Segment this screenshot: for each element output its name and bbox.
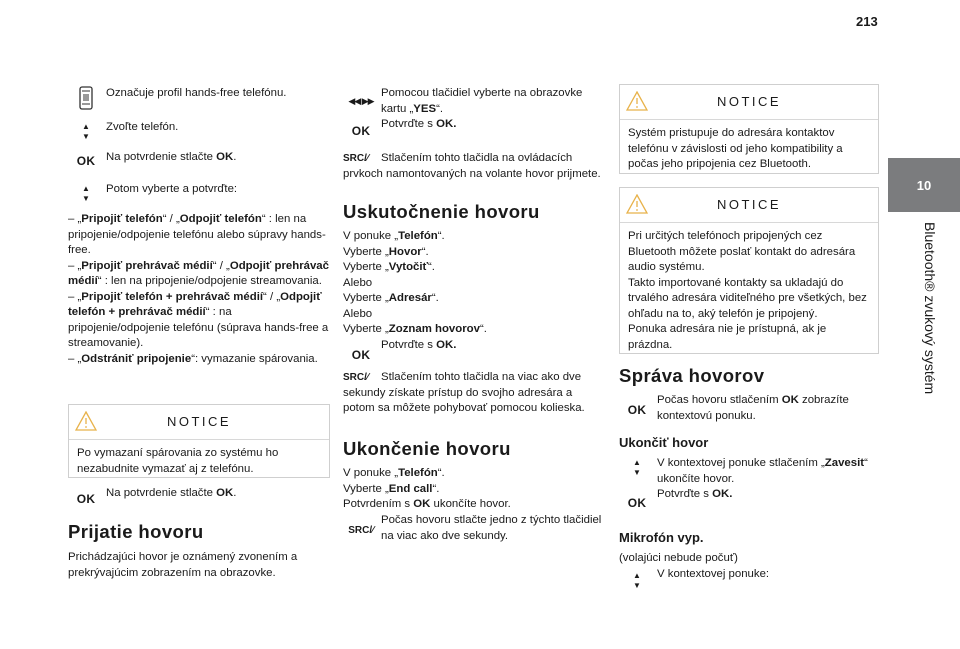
- instruction-item: [343, 151, 605, 182]
- instruction-text: Potom vyberte a potvrďte:: [106, 183, 238, 195]
- option-list: [68, 212, 330, 367]
- subsection-heading: Ukončiť hovor: [619, 435, 709, 450]
- notice-title: NOTICE: [716, 197, 782, 212]
- left-right-arrows-icon: ◀◀ ▶▶: [348, 96, 374, 106]
- up-down-arrows-icon: ▲ ▼: [82, 184, 90, 203]
- notice-box: [68, 404, 330, 478]
- notice-title: NOTICE: [716, 94, 782, 109]
- instruction-item: [619, 567, 879, 597]
- chapter-title: [912, 222, 948, 432]
- instruction-text: Na potvrdenie stlačte OK.: [106, 487, 237, 499]
- instruction-text: Označuje profil hands-free telefónu.: [106, 87, 287, 99]
- step-list: V ponuke „Telefón“. Vyberte „End call“. Potvrdením s OK ukončíte hovor.: [343, 467, 511, 510]
- section-heading: Ukončenie hovoru: [343, 438, 511, 459]
- notice-text: Pri určitých telefónoch pripojených cez Bluetooth môžete poslať kontakt do adresára audio systému. Takto importované kontakty sa ukladajú do trvalého adresára viditeľného pre všetkých, bez ohľadu na to, aký telefón je pripojený. Ponuka adresára nie je prístupná, ak je prázdna.: [628, 230, 867, 351]
- steering-wheel-button-icon: SRC/∕: [343, 153, 369, 164]
- up-down-arrows-icon: ▲ ▼: [633, 571, 641, 590]
- notice-header: [620, 85, 878, 120]
- paragraph: (volajúci nebude počuť): [619, 552, 738, 564]
- instruction-item: [619, 456, 879, 490]
- instruction-item: [343, 513, 605, 547]
- instruction-item: [619, 487, 879, 509]
- notice-text: Po vymazaní spárovania zo systému ho nezabudnite vymazať aj z telefónu.: [77, 447, 279, 475]
- steering-wheel-button-icon: SRC/∕: [343, 372, 369, 383]
- instruction-text: Potvrďte s OK.: [381, 339, 457, 351]
- chapter-tab: [888, 158, 960, 212]
- instruction-item: [343, 338, 605, 360]
- up-down-arrows-icon: ▲ ▼: [633, 458, 641, 477]
- instruction-text: Počas hovoru stlačením OK zobrazíte kontextovú ponuku.: [657, 394, 849, 422]
- instruction-item: [343, 370, 605, 417]
- arrow-down-icon: ▼: [82, 132, 90, 141]
- instruction-item: [619, 393, 879, 427]
- ok-button-icon: OK: [627, 403, 647, 417]
- ok-button-icon: OK: [351, 348, 371, 362]
- paragraph: Prichádzajúci hovor je oznámený zvonením a prekrývajúcim zobrazením na obrazovke.: [68, 551, 298, 579]
- subsection-heading: Mikrofón vyp.: [619, 530, 704, 545]
- instruction-item: [68, 120, 330, 150]
- section-heading: Správa hovorov: [619, 365, 765, 386]
- step-list: V ponuke „Telefón“. Vyberte „Hovor“. Vyberte „Vytočiť“. Alebo Vyberte „Adresár“. Alebo Vyberte „Zoznam hovorov“.: [343, 230, 487, 335]
- notice-box: [619, 84, 879, 174]
- section-heading: Prijatie hovoru: [68, 521, 204, 542]
- option-connect-both: – „Pripojiť telefón + prehrávač médií“ / „Odpojiť telefón + prehrávač médií“ : na pripojenie/odpojenie telefónu (súprava hands-free a streamovanie).: [68, 290, 329, 349]
- instruction-item: [68, 486, 330, 508]
- instruction-text: Zvoľte telefón.: [106, 121, 179, 133]
- instruction-text: Pomocou tlačidiel vyberte na obrazovke kartu „YES“. Potvrďte s OK.: [381, 87, 583, 130]
- arrow-up-icon: ▲: [82, 122, 90, 131]
- ok-button-icon: OK: [76, 154, 96, 168]
- page-number: 213: [856, 14, 878, 29]
- notice-header: [69, 405, 329, 440]
- instruction-item: [68, 86, 330, 116]
- chapter-title-text: Bluetooth® zvukový systém: [922, 222, 938, 395]
- chapter-number: 10: [916, 177, 932, 193]
- instruction-item: [68, 182, 330, 212]
- instruction-text: Potvrďte s OK.: [657, 488, 733, 500]
- ok-button-icon: OK: [76, 492, 96, 506]
- notice-title: NOTICE: [166, 414, 232, 429]
- instruction-text: Počas hovoru stlačte jedno z týchto tlačidiel na viac ako dve sekundy.: [381, 514, 602, 542]
- instruction-item: [343, 86, 605, 138]
- notice-header: [620, 188, 878, 223]
- steering-wheel-button-icon: SRC/∕: [348, 525, 374, 536]
- instruction-text: Stlačením tohto tlačidla na ovládacích prvkoch namontovaných na volante hovor prijmete.: [343, 152, 601, 180]
- phone-handsfree-icon: [68, 86, 104, 110]
- instruction-text: V kontextovej ponuke stlačením „Zavesit“ ukončíte hovor.: [657, 457, 868, 485]
- instruction-item: [68, 150, 330, 170]
- ok-button-icon: OK: [627, 496, 647, 510]
- up-down-arrows-icon: [68, 122, 104, 142]
- instruction-text: V kontextovej ponuke:: [657, 568, 770, 580]
- notice-box: [619, 187, 879, 354]
- notice-text: Systém pristupuje do adresára kontaktov telefónu v závislosti od jeho kompatibility a počas jeho pripojenia cez Bluetooth.: [628, 127, 843, 170]
- instruction-text: Na potvrdenie stlačte OK.: [106, 151, 237, 163]
- section-heading: Uskutočnenie hovoru: [343, 201, 540, 222]
- option-connect-phone: – „Pripojiť telefón“ / „Odpojiť telefón“ : len na pripojenie/odpojenie telefónu alebo súpravy hands-free.: [68, 213, 326, 256]
- instruction-text: Stlačením tohto tlačidla na viac ako dve sekundy získate prístup do svojho adresára a potom sa môžete pohybovať pomocou kolieska.: [343, 371, 585, 414]
- option-delete-pairing: – „Odstrániť pripojenie“: vymazanie spárovania.: [68, 352, 318, 365]
- option-connect-media: – „Pripojiť prehrávač médií“ / „Odpojiť prehrávač médií“ : len na pripojenie/odpojenie streamovania.: [68, 259, 329, 287]
- ok-button-icon: OK: [351, 124, 371, 138]
